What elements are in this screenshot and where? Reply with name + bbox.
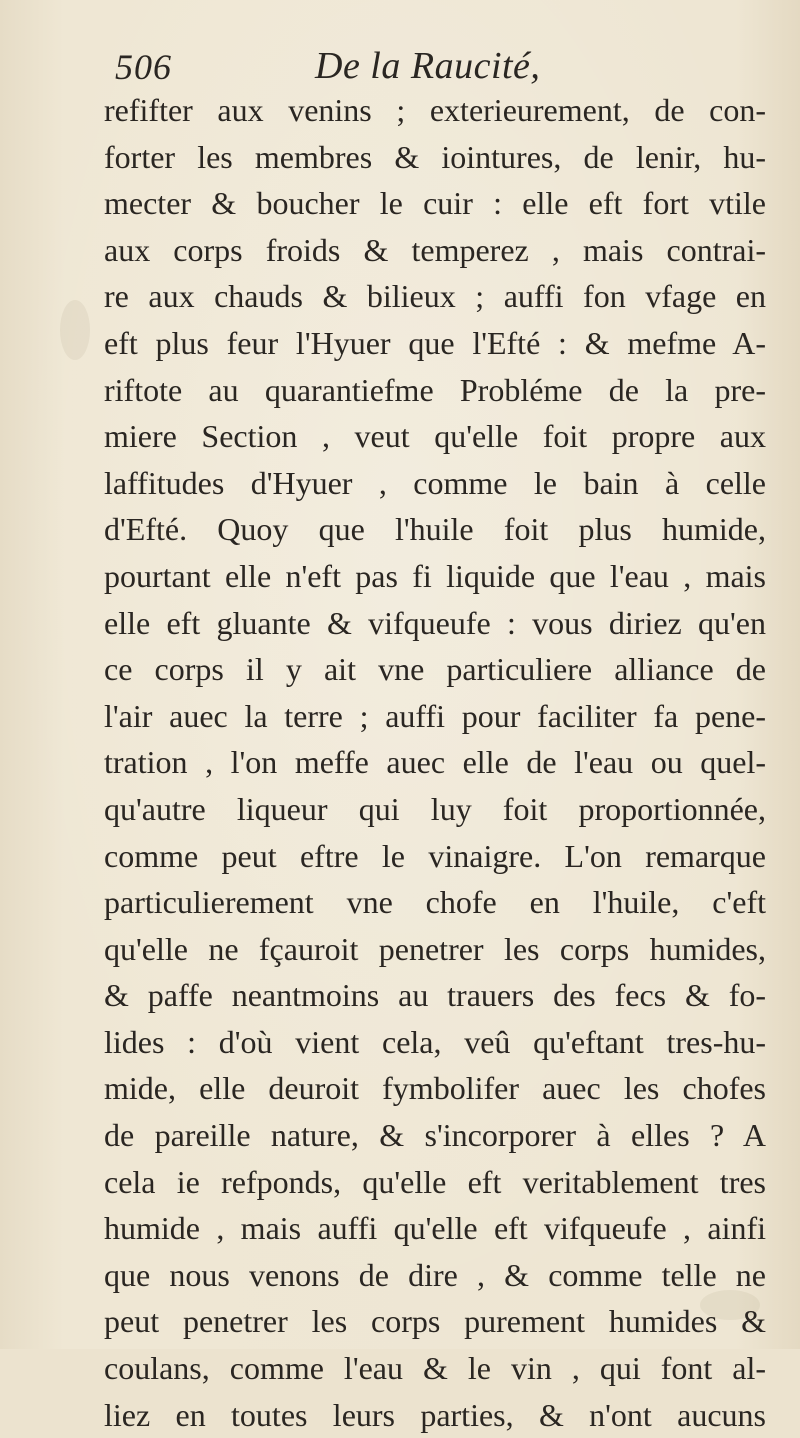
text-line: riftote au quarantiefme Probléme de la pre- <box>104 371 766 408</box>
text-line: mecter & boucher le cuir : elle eft fort vtile <box>104 185 766 222</box>
text-line: humide , mais auffi qu'elle eft vifqueufe , ainfi <box>104 1210 766 1247</box>
text-line: tration , l'on meffe auec elle de l'eau ou quel- <box>104 744 766 781</box>
text-line: forter les membres & iointures, de lenir, hu- <box>104 138 766 175</box>
text-line: ce corps il y ait vne particuliere alliance de <box>104 651 766 688</box>
text-line: comme peut eftre le vinaigre. L'on remarque <box>104 837 766 874</box>
running-title: De la Raucité, <box>315 45 541 87</box>
text-line: eft plus feur l'Hyuer que l'Efté : & mefme A- <box>104 324 766 361</box>
text-line: re aux chauds & bilieux ; auffi fon vfage en <box>104 278 766 315</box>
page-header <box>115 42 760 92</box>
text-line: aux corps froids & temperez , mais contrai- <box>104 231 766 268</box>
page-number: 506 <box>115 47 172 87</box>
text-line: liez en toutes leurs parties, & n'ont aucuns <box>104 1396 766 1433</box>
text-line: mide, elle deuroit fymbolifer auec les chofes <box>104 1070 766 1107</box>
text-line: qu'elle ne fçauroit penetrer les corps humides, <box>104 930 766 967</box>
text-line: particulierement vne chofe en l'huile, c'eft <box>104 884 766 921</box>
paper-stain <box>60 300 90 360</box>
text-line: & paffe neantmoins au trauers des fecs & fo- <box>104 977 766 1014</box>
text-line: elle eft gluante & vifqueufe : vous diriez qu'en <box>104 604 766 641</box>
text-line: l'air auec la terre ; auffi pour faciliter fa pene- <box>104 697 766 734</box>
text-line: miere Section , veut qu'elle foit propre aux <box>104 418 766 455</box>
body-text <box>104 87 766 1438</box>
text-line: coulans, comme l'eau & le vin , qui font al- <box>104 1350 766 1387</box>
text-line: qu'autre liqueur qui luy foit proportionnée, <box>104 790 766 827</box>
text-line: cela ie refponds, qu'elle eft veritablement tres <box>104 1163 766 1200</box>
text-line: laffitudes d'Hyuer , comme le bain à celle <box>104 464 766 501</box>
text-line: d'Efté. Quoy que l'huile foit plus humide, <box>104 511 766 548</box>
text-line: peut penetrer les corps purement humides & <box>104 1303 766 1340</box>
text-line: que nous venons de dire , & comme telle ne <box>104 1256 766 1293</box>
text-line: pourtant elle n'eft pas fi liquide que l'eau , mais <box>104 557 766 594</box>
text-line: lides : d'où vient cela, veû qu'eftant tres-hu- <box>104 1023 766 1060</box>
text-line: refifter aux venins ; exterieurement, de con- <box>104 92 766 128</box>
text-line: de pareille nature, & s'incorporer à elles ? A <box>104 1117 766 1154</box>
